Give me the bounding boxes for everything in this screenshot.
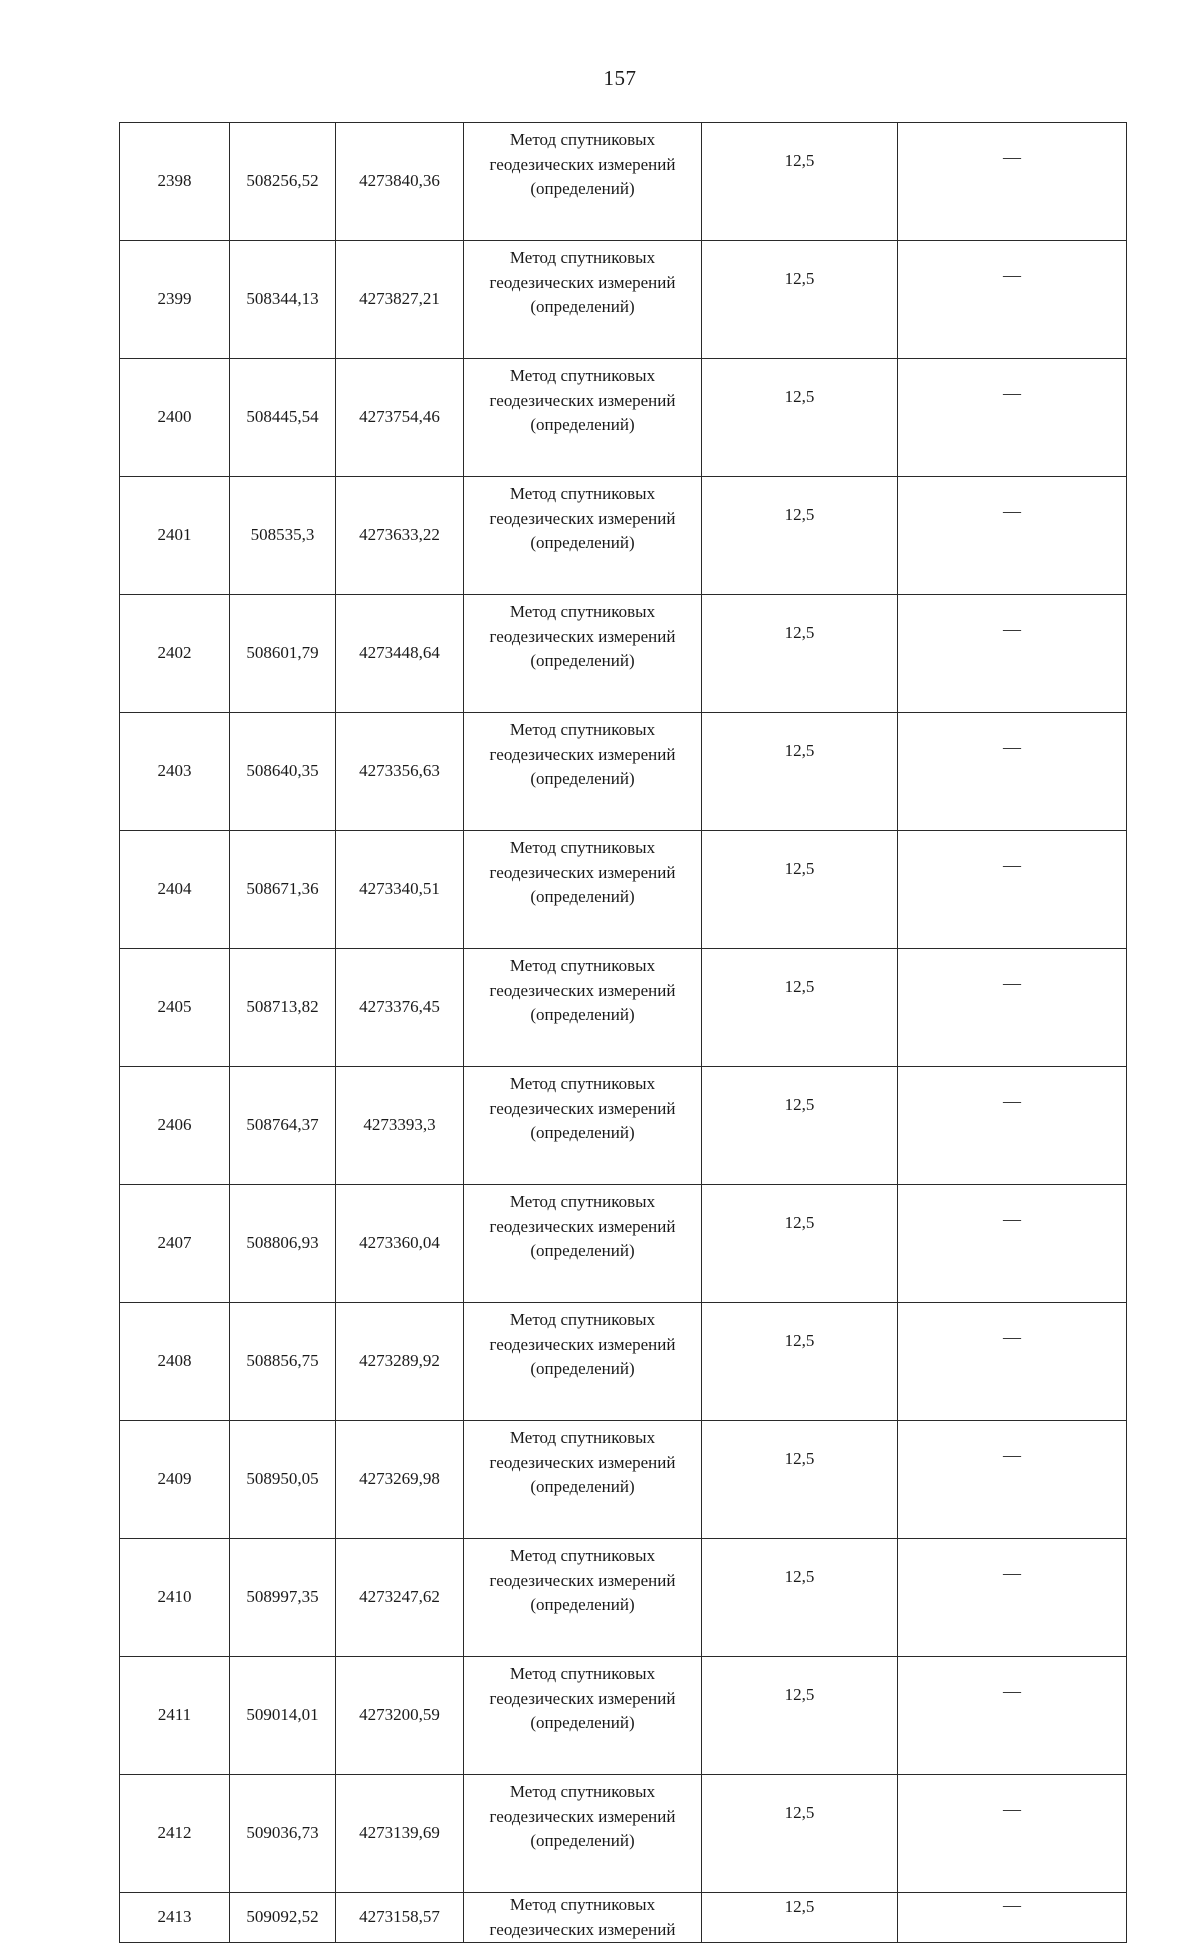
x-coordinate-cell: 509036,73 (230, 1775, 336, 1893)
method-line: (определений) (530, 1359, 635, 1378)
table-row (120, 713, 1127, 831)
method-line: геодезических измерений (489, 1452, 676, 1472)
method-line: Метод спутниковых (509, 1895, 656, 1914)
method-line: (определений) (530, 1241, 635, 1260)
table-row (120, 1421, 1127, 1539)
x-coordinate-cell: 508445,54 (230, 359, 336, 477)
method-cell (464, 123, 702, 241)
table-row (120, 241, 1127, 359)
note-cell: — (898, 1657, 1127, 1775)
table-row (120, 1657, 1127, 1775)
method-cell (464, 1775, 702, 1893)
x-coordinate-cell: 508950,05 (230, 1421, 336, 1539)
y-coordinate-cell: 4273633,22 (336, 477, 464, 595)
accuracy-cell: 12,5 (702, 1539, 898, 1657)
method-line: геодезических измерений (489, 272, 676, 292)
accuracy-cell: 12,5 (702, 1893, 898, 1943)
method-cell (464, 949, 702, 1067)
x-coordinate-cell: 508640,35 (230, 713, 336, 831)
coordinates-table (119, 122, 1127, 1943)
method-line: Метод спутниковых (509, 1782, 656, 1801)
point-number-cell: 2410 (120, 1539, 230, 1657)
point-number-cell: 2403 (120, 713, 230, 831)
method-line: (определений) (530, 651, 635, 670)
point-number-cell: 2400 (120, 359, 230, 477)
method-line: геодезических измерений (489, 154, 676, 174)
accuracy-cell: 12,5 (702, 1067, 898, 1185)
point-number-cell: 2413 (120, 1893, 230, 1943)
method-cell (464, 713, 702, 831)
table-row (120, 1893, 1127, 1943)
method-line: геодезических измерений (489, 390, 676, 410)
note-cell: — (898, 1539, 1127, 1657)
method-line: (определений) (530, 887, 635, 906)
point-number-cell: 2407 (120, 1185, 230, 1303)
x-coordinate-cell: 509092,52 (230, 1893, 336, 1943)
accuracy-cell: 12,5 (702, 949, 898, 1067)
accuracy-cell: 12,5 (702, 1185, 898, 1303)
table-row (120, 1067, 1127, 1185)
method-line: (определений) (530, 1123, 635, 1142)
accuracy-cell: 12,5 (702, 1775, 898, 1893)
method-line: (определений) (530, 179, 635, 198)
method-cell (464, 241, 702, 359)
note-cell: — (898, 1775, 1127, 1893)
x-coordinate-cell: 508713,82 (230, 949, 336, 1067)
method-cell (464, 595, 702, 713)
method-line: (определений) (530, 1831, 635, 1850)
method-line: геодезических измерений (489, 1806, 676, 1826)
method-line: геодезических измерений (489, 1688, 676, 1708)
table-row (120, 831, 1127, 949)
accuracy-cell: 12,5 (702, 359, 898, 477)
method-line: геодезических измерений (489, 626, 676, 646)
point-number-cell: 2411 (120, 1657, 230, 1775)
x-coordinate-cell: 508256,52 (230, 123, 336, 241)
note-cell: — (898, 1893, 1127, 1943)
page-number: 157 (603, 66, 637, 90)
table-row (120, 477, 1127, 595)
method-cell (464, 1657, 702, 1775)
point-number-cell: 2399 (120, 241, 230, 359)
table-row (120, 1185, 1127, 1303)
y-coordinate-cell: 4273200,59 (336, 1657, 464, 1775)
method-cell (464, 1893, 702, 1943)
point-number-cell: 2412 (120, 1775, 230, 1893)
x-coordinate-cell: 509014,01 (230, 1657, 336, 1775)
y-coordinate-cell: 4273448,64 (336, 595, 464, 713)
method-line: (определений) (530, 415, 635, 434)
method-line: Метод спутниковых (509, 130, 656, 149)
method-line: геодезических измерений (489, 1919, 676, 1939)
x-coordinate-cell: 508806,93 (230, 1185, 336, 1303)
method-line: Метод спутниковых (509, 1310, 656, 1329)
method-line: (определений) (530, 1595, 635, 1614)
method-line: геодезических измерений (489, 980, 676, 1000)
method-line: геодезических измерений (489, 1570, 676, 1590)
method-line: Метод спутниковых (509, 366, 656, 385)
method-line: (определений) (530, 769, 635, 788)
table-row (120, 123, 1127, 241)
y-coordinate-cell: 4273247,62 (336, 1539, 464, 1657)
method-line: Метод спутниковых (509, 1664, 656, 1683)
method-line: (определений) (530, 1477, 635, 1496)
accuracy-cell: 12,5 (702, 713, 898, 831)
method-line: (определений) (530, 1005, 635, 1024)
method-line: Метод спутниковых (509, 484, 656, 503)
x-coordinate-cell: 508997,35 (230, 1539, 336, 1657)
table-row (120, 1303, 1127, 1421)
method-cell (464, 1185, 702, 1303)
y-coordinate-cell: 4273376,45 (336, 949, 464, 1067)
method-line: Метод спутниковых (509, 602, 656, 621)
y-coordinate-cell: 4273840,36 (336, 123, 464, 241)
method-line: Метод спутниковых (509, 1192, 656, 1211)
method-line: Метод спутниковых (509, 838, 656, 857)
table-row (120, 949, 1127, 1067)
accuracy-cell: 12,5 (702, 123, 898, 241)
method-cell (464, 477, 702, 595)
accuracy-cell: 12,5 (702, 1657, 898, 1775)
table-row (120, 595, 1127, 713)
y-coordinate-cell: 4273393,3 (336, 1067, 464, 1185)
x-coordinate-cell: 508671,36 (230, 831, 336, 949)
method-line: геодезических измерений (489, 862, 676, 882)
note-cell: — (898, 595, 1127, 713)
point-number-cell: 2405 (120, 949, 230, 1067)
method-cell (464, 1303, 702, 1421)
x-coordinate-cell: 508344,13 (230, 241, 336, 359)
note-cell: — (898, 1185, 1127, 1303)
method-line: геодезических измерений (489, 1216, 676, 1236)
point-number-cell: 2401 (120, 477, 230, 595)
accuracy-cell: 12,5 (702, 477, 898, 595)
y-coordinate-cell: 4273356,63 (336, 713, 464, 831)
note-cell: — (898, 1303, 1127, 1421)
method-line: геодезических измерений (489, 1334, 676, 1354)
point-number-cell: 2404 (120, 831, 230, 949)
method-line: Метод спутниковых (509, 1546, 656, 1565)
method-cell (464, 1067, 702, 1185)
accuracy-cell: 12,5 (702, 1421, 898, 1539)
y-coordinate-cell: 4273360,04 (336, 1185, 464, 1303)
method-line: (определений) (530, 533, 635, 552)
point-number-cell: 2409 (120, 1421, 230, 1539)
note-cell: — (898, 831, 1127, 949)
note-cell: — (898, 949, 1127, 1067)
accuracy-cell: 12,5 (702, 831, 898, 949)
x-coordinate-cell: 508601,79 (230, 595, 336, 713)
method-line: Метод спутниковых (509, 1074, 656, 1093)
note-cell: — (898, 1421, 1127, 1539)
method-cell (464, 359, 702, 477)
note-cell: — (898, 1067, 1127, 1185)
coordinates-table-body (120, 123, 1127, 1943)
method-line: геодезических измерений (489, 744, 676, 764)
method-line: Метод спутниковых (509, 1428, 656, 1447)
point-number-cell: 2402 (120, 595, 230, 713)
note-cell: — (898, 241, 1127, 359)
method-line: (определений) (530, 297, 635, 316)
method-line: (определений) (530, 1713, 635, 1732)
method-cell (464, 1421, 702, 1539)
accuracy-cell: 12,5 (702, 241, 898, 359)
point-number-cell: 2398 (120, 123, 230, 241)
note-cell: — (898, 477, 1127, 595)
point-number-cell: 2406 (120, 1067, 230, 1185)
point-number-cell: 2408 (120, 1303, 230, 1421)
method-line: Метод спутниковых (509, 956, 656, 975)
accuracy-cell: 12,5 (702, 1303, 898, 1421)
method-cell (464, 1539, 702, 1657)
y-coordinate-cell: 4273158,57 (336, 1893, 464, 1943)
method-line: геодезических измерений (489, 1098, 676, 1118)
note-cell: — (898, 713, 1127, 831)
y-coordinate-cell: 4273139,69 (336, 1775, 464, 1893)
y-coordinate-cell: 4273827,21 (336, 241, 464, 359)
x-coordinate-cell: 508764,37 (230, 1067, 336, 1185)
accuracy-cell: 12,5 (702, 595, 898, 713)
table-row (120, 1775, 1127, 1893)
table-row (120, 359, 1127, 477)
method-cell (464, 831, 702, 949)
method-line: Метод спутниковых (509, 248, 656, 267)
note-cell: — (898, 123, 1127, 241)
note-cell: — (898, 359, 1127, 477)
x-coordinate-cell: 508535,3 (230, 477, 336, 595)
x-coordinate-cell: 508856,75 (230, 1303, 336, 1421)
y-coordinate-cell: 4273340,51 (336, 831, 464, 949)
y-coordinate-cell: 4273269,98 (336, 1421, 464, 1539)
method-line: Метод спутниковых (509, 720, 656, 739)
y-coordinate-cell: 4273754,46 (336, 359, 464, 477)
y-coordinate-cell: 4273289,92 (336, 1303, 464, 1421)
method-line: геодезических измерений (489, 508, 676, 528)
table-row (120, 1539, 1127, 1657)
